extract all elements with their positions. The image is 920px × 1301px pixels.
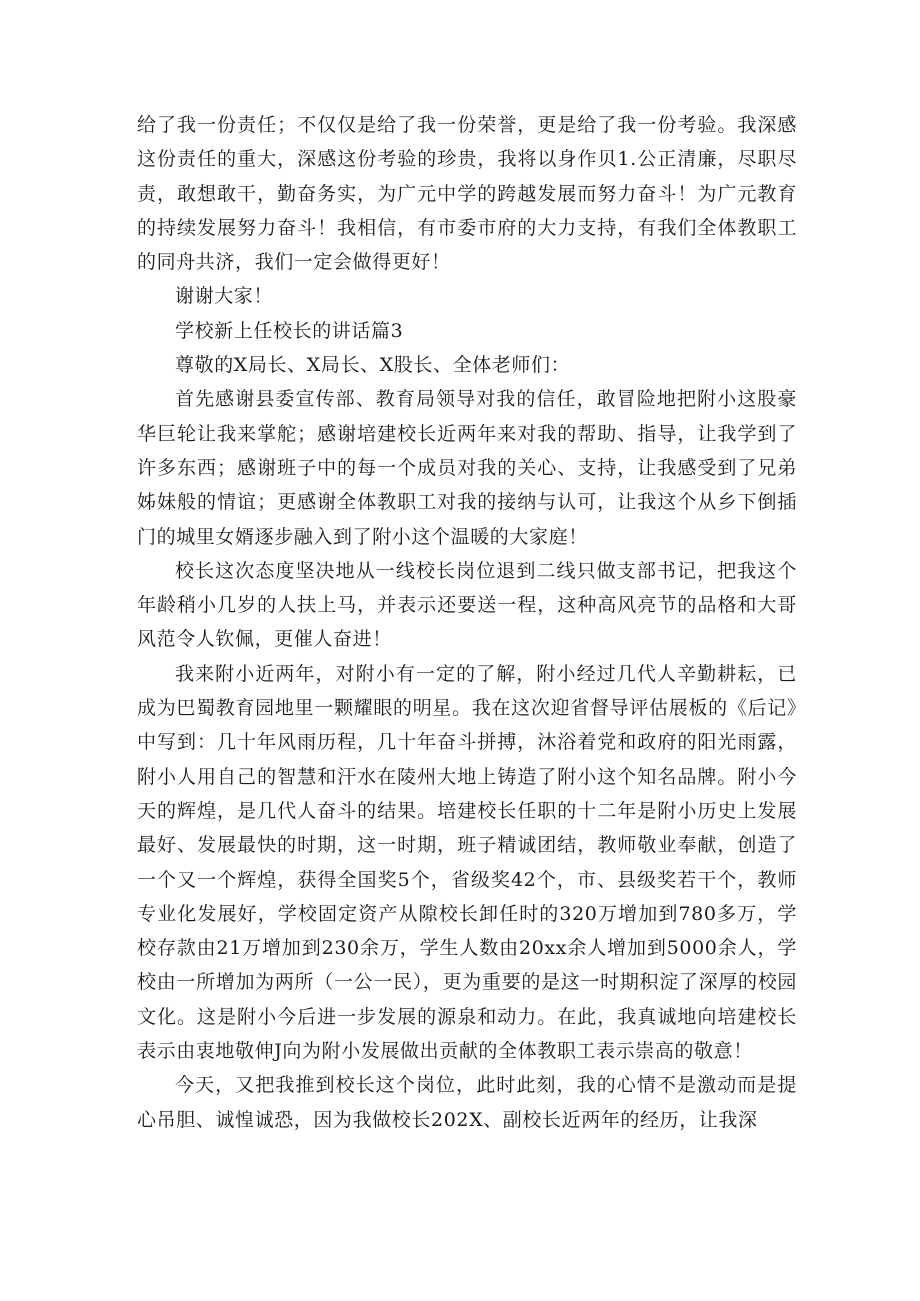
paragraph-today: 今天，又把我推到校长这个岗位，此时此刻，我的心情不是激动而是提心吊胆、诚惶诚恐，因为我做校长202X、副校长近两年的经历，让我深 — [137, 1074, 797, 1131]
paragraph-gratitude: 首先感谢县委宣传部、教育局领导对我的信任，敢冒险地把附小这股豪华巨轮让我来掌舵；感谢培建校长近两年来对我的帮助、指导，让我学到了许多东西；感谢班子中的每一个成员对我的关心、支持，让我感受到了兄弟姊妹般的情谊；更感谢全体教职工对我的接纳与认可，让我这个从乡下倒插门的城里女婿逐步融入到了附小这个温暖的大家庭！ — [137, 388, 797, 548]
paragraph-history: 我来附小近两年，对附小有一定的了解，附小经过几代人辛勤耕耘，已成为巴蜀教育园地里一颗耀眼的明星。我在这次迎省督导评估展板的《后记》中写到：几十年风雨历程，几十年奋斗拼搏，沐浴着党和政府的阳光雨露，附小人用自己的智慧和汗水在陵州大地上铸造了附小这个知名品牌。附小今天的辉煌，是几代人奋斗的结果。培建校长任职的十二年是附小历史上发展最好、发展最快的时期，这一时期，班子精诚团结，教师敬业奉献，创造了一个又一个辉煌，获得全国奖5个，省级奖42个，市、县级奖若干个，教师专业化发展好，学校固定资产从隙校长卸任时的320万增加到780多万，学校存款由21万增加到230余万，学生人数由20xx余人增加到5000余人，学校由一所增加为两所（一公一民），更为重要的是这一时期积淀了深厚的校园文化。这是附小今后进一步发展的源泉和动力。在此，我真诚地向培建校长表示由衷地敬伸J向为附小发展做出贡献的全体教职工表示崇高的敬意！ — [137, 662, 797, 1063]
paragraph-continuation: 给了我一份责任；不仅仅是给了我一份荣誉，更是给了我一份考验。我深感这份责任的重大，深感这份考验的珍贵，我将以身作贝1.公正清廉，尽职尽责，敢想敢干，勤奋务实，为广元中学的跨越发展而努力奋斗！为广元教育的持续发展努力奋斗！我相信，有市委市府的大力支持，有我们全体教职工的同舟共济，我们一定会做得更好！ — [137, 114, 797, 274]
section-heading: 学校新上任校长的讲话篇3 — [175, 319, 404, 342]
document-page — [137, 108, 797, 1137]
paragraph-thanks: 谢谢大家！ — [175, 285, 274, 308]
paragraph-predecessor: 校长这次态度坚决地从一线校长岗位退到二线只做支部书记，把我这个年龄稍小几岁的人扶上马，并表示还要送一程，这种高风亮节的品格和大哥风范令人钦佩，更催人奋进！ — [137, 559, 797, 651]
salutation: 尊敬的X局长、X局长、X股长、全体老师们： — [175, 354, 571, 377]
